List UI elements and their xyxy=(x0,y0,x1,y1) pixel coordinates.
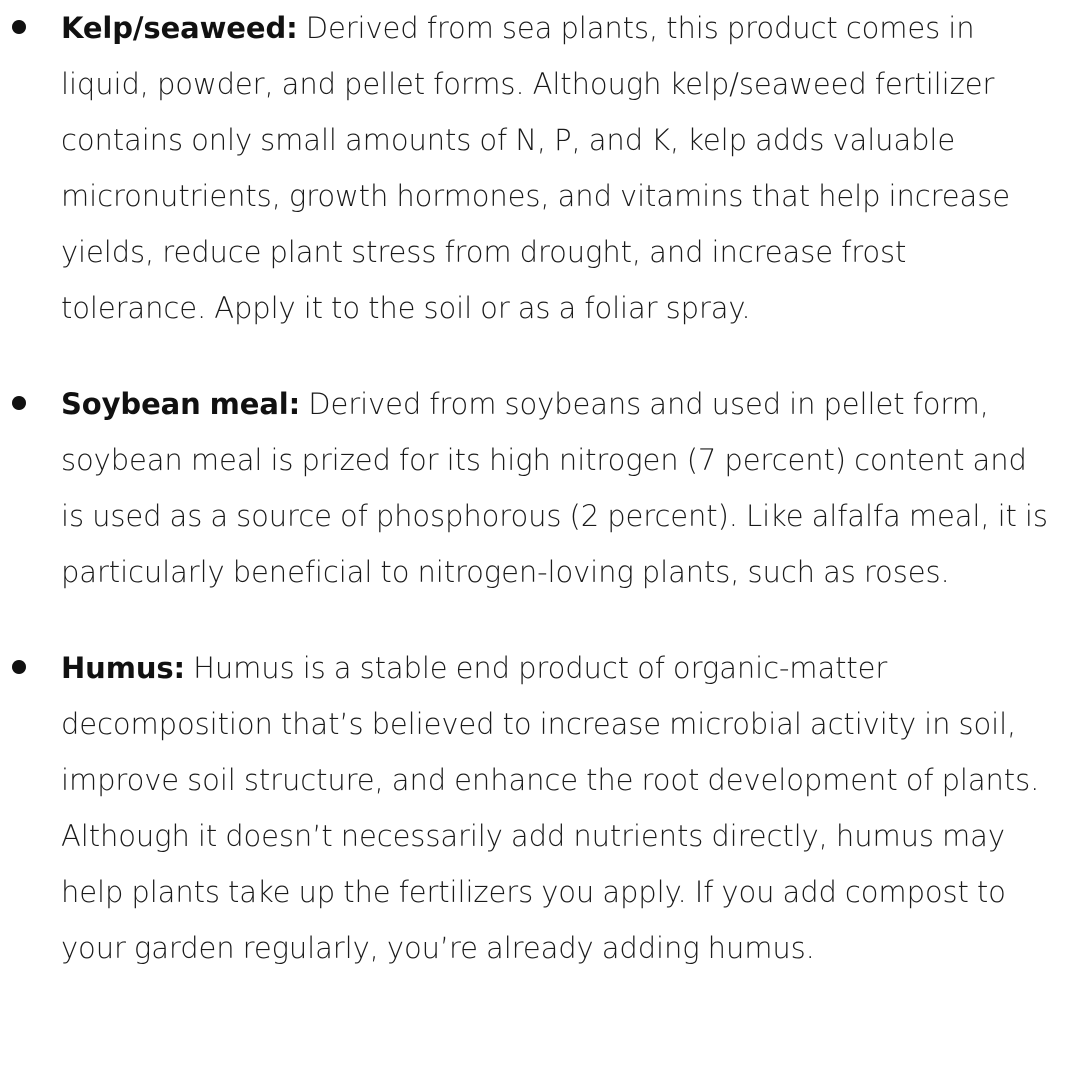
item-description: Humus is a stable end product of organic-matter decomposition that’s believed to increase microbial activity in soil, improve soil structure, and enhance the root development of plants. Although it doesn’t necessarily add nutrients directly, humus may help plants take up the fertilizers you apply. If you add compost to your garden regularly, you’re already adding humus. xyxy=(61,651,1040,965)
list-item-soybean-meal xyxy=(0,376,1079,600)
list-item-humus xyxy=(0,640,1079,976)
bullet-icon xyxy=(12,396,26,410)
item-term: Humus: xyxy=(61,651,186,685)
item-term: Kelp/seaweed: xyxy=(61,11,298,45)
item-description: Derived from sea plants, this product comes in liquid, powder, and pellet forms. Although kelp/seaweed fertilizer contains only small amounts of N, P, and K, kelp adds valuable micronutrients, growth hormones, and vitamins that help increase yields, reduce plant stress from drought, and increase frost tolerance. Apply it to the soil or as a foliar spray. xyxy=(61,11,1010,325)
bullet-icon xyxy=(12,20,26,34)
item-term: Soybean meal: xyxy=(61,387,301,421)
bullet-icon xyxy=(12,660,26,674)
list-item-kelp-seaweed xyxy=(0,0,1079,336)
item-description: Derived from soybeans and used in pellet form, soybean meal is prized for its high nitrogen (7 percent) content and is used as a source of phosphorous (2 percent). Like alfalfa meal, it is particularly beneficial to nitrogen-loving plants, such as roses. xyxy=(61,387,1048,589)
